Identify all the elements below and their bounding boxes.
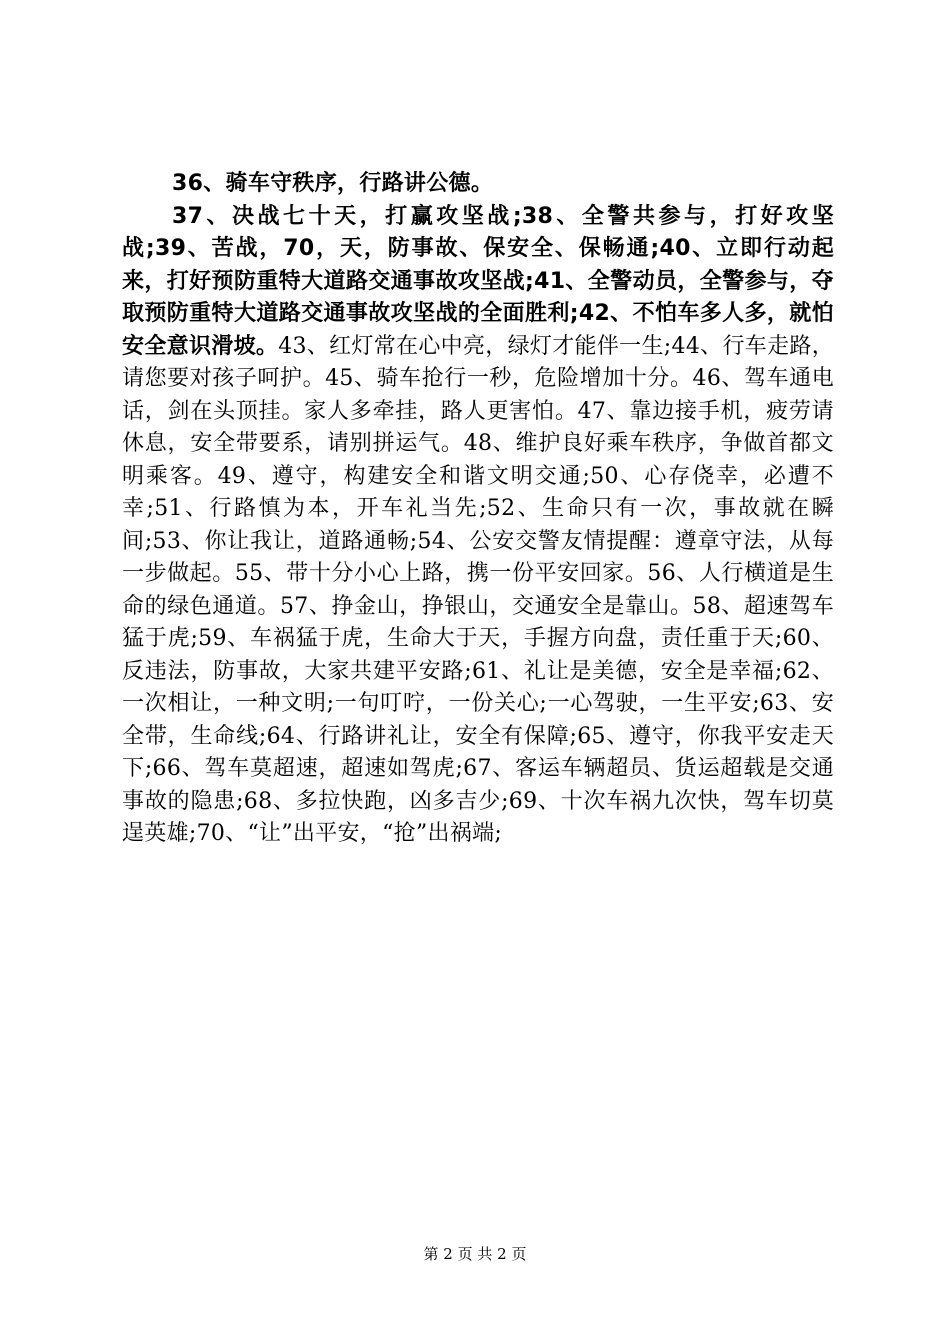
page-footer: 第 2 页 共 2 页: [423, 1245, 527, 1263]
regular-slogans: 43、红灯常在心中亮，绿灯才能伴一生;44、行车走路，请您要对孩子呵护。45、骑车抢行一秒，危险增加十分。46、驾车通电话，剑在头顶挂。家人多牵挂，路人更害怕。47、靠边接手机，疲劳请休息，安全带要系，请别拼运气。48、维护良好乘车秩序，争做首都文明乘客。49、遵守，构建安全和谐文明交通;50、心存侥幸，必遭不幸;51、行路慎为本，开车礼当先;52、生命只有一次，事故就在瞬间;53、你让我让，道路通畅;54、公安交警友情提醒：遵章守法，从每一步做起。55、带十分小心上路，携一份平安回家。56、人行横道是生命的绿色通道。57、挣金山，挣银山，交通安全是靠山。58、超速驾车猛于虎;59、车祸猛于虎，生命大于天，手握方向盘，责任重于天;60、反违法，防事故，大家共建平安路;61、礼让是美德，安全是幸福;62、一次相让，一种文明;一句叮咛，一份关心;一心驾驶，一生平安;63、安全带，生命线;64、行路讲礼让，安全有保障;65、遵守，你我平安走天下;66、驾车莫超速，超速如驾虎;67、客运车辆超员、货运超载是交通事故的隐患;68、多拉快跑，凶多吉少;69、十次车祸九次快，驾车切莫逞英雄;70、“让”出平安，“抢”出祸端;: [122, 333, 834, 846]
paragraph-37-70: [122, 201, 834, 851]
bold-slogans: 37、决战七十天，打赢攻坚战;38、全警共参与，打好攻坚战;39、苦战，70，天，防事故、保安全、保畅通;40、立即行动起来，打好预防重特大道路交通事故攻坚战;41、全警动员，全警参与，夺取预防重特大道路交通事故攻坚战的全面胜利;42、不怕车多人多，就怕安全意识滑坡。: [122, 203, 834, 359]
paragraph-36: 36、骑车守秩序，行路讲公德。: [172, 171, 494, 196]
document-body: [122, 168, 834, 851]
